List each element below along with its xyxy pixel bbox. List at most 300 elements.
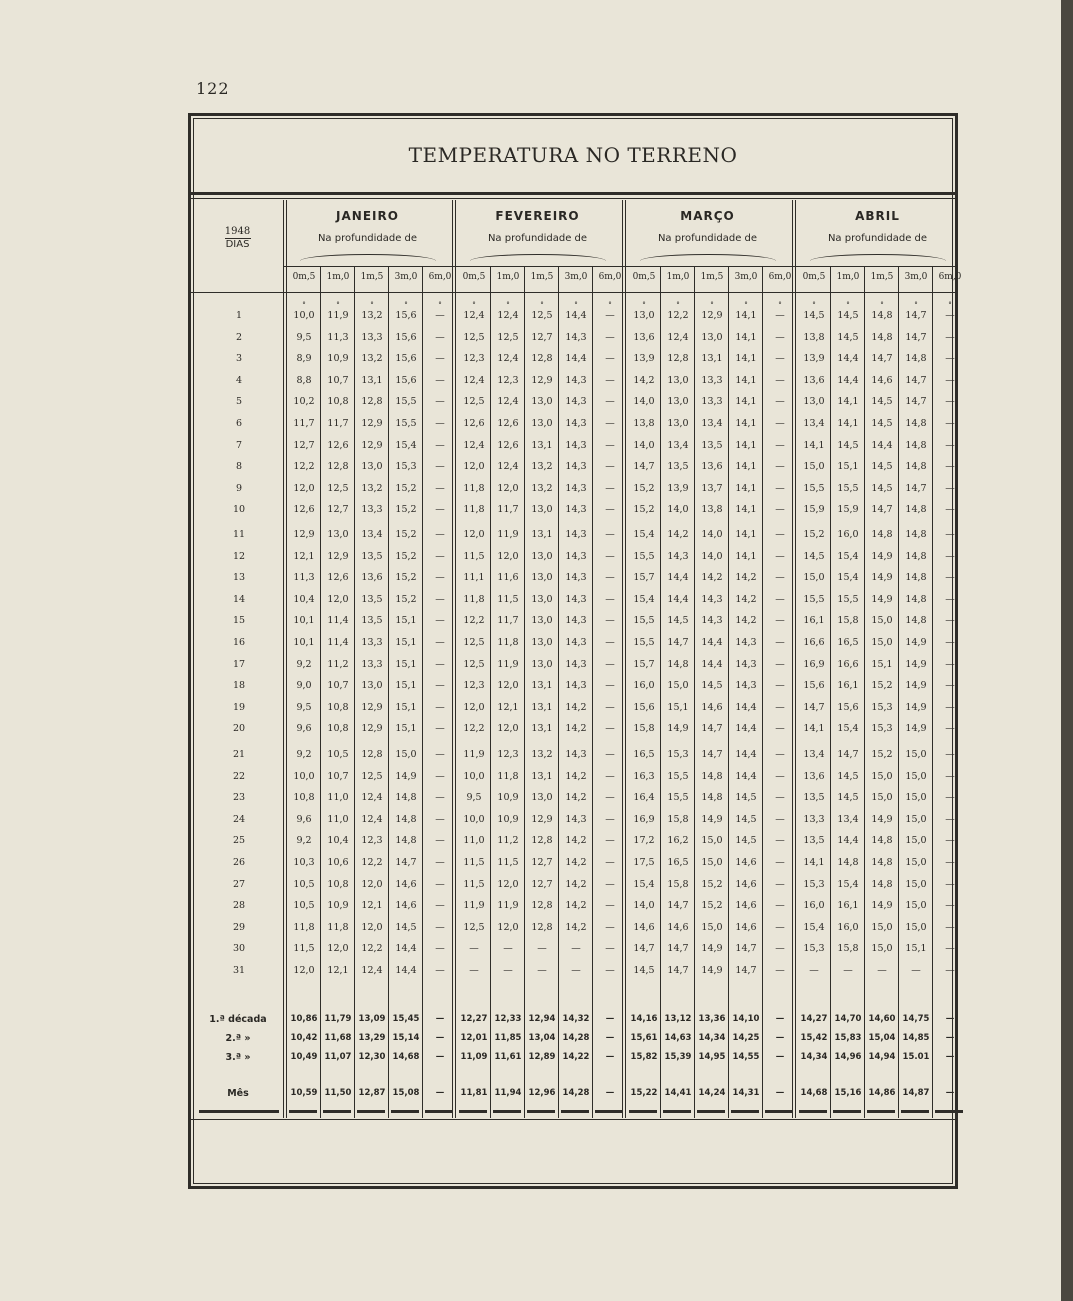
- table-cell: 12,7: [531, 878, 553, 890]
- table-cell: 15,5: [395, 396, 417, 408]
- depth-header: 0m,5: [632, 272, 656, 282]
- table-cell: 12,1: [327, 965, 349, 976]
- table-cell: —: [435, 439, 445, 451]
- table-cell: 14,9: [701, 965, 723, 976]
- table-cell: 13,0: [531, 615, 553, 627]
- table-cell: —: [605, 439, 615, 451]
- degree-mark: °: [608, 301, 612, 309]
- depth-header: 3m,0: [734, 272, 758, 282]
- day-number: 30: [232, 943, 246, 955]
- table-cell: 15,9: [803, 504, 825, 516]
- depth-column-rule: [388, 267, 389, 1118]
- table-cell: 12,0: [463, 529, 485, 540]
- table-cell: 14,3: [565, 572, 587, 584]
- table-cell: —: [945, 482, 955, 494]
- summary-cell: —: [435, 1014, 445, 1024]
- table-cell: 9,2: [296, 658, 312, 670]
- table-cell: 14,4: [837, 374, 859, 386]
- summary-cell: 13,12: [664, 1014, 692, 1024]
- summary-rule: [595, 1110, 623, 1113]
- table-cell: 16,5: [837, 637, 859, 648]
- summary-cell: 14,85: [902, 1033, 930, 1043]
- table-cell: 12,9: [361, 701, 383, 713]
- table-cell: —: [775, 835, 785, 847]
- table-cell: 13,4: [667, 439, 689, 451]
- table-cell: —: [775, 770, 785, 782]
- table-cell: 12,4: [667, 331, 689, 343]
- table-cell: 14,1: [803, 857, 825, 868]
- table-cell: 13,1: [531, 723, 553, 735]
- table-cell: 14,3: [565, 593, 587, 605]
- table-cell: —: [605, 482, 615, 494]
- table-cell: 15,0: [905, 749, 927, 760]
- table-cell: 15,4: [837, 723, 859, 735]
- title-rule: [191, 192, 955, 195]
- table-cell: 12,8: [361, 396, 383, 408]
- table-cell: 12,5: [463, 921, 485, 933]
- table-cell: 16,1: [803, 615, 825, 627]
- table-cell: 14,9: [905, 701, 927, 713]
- table-cell: —: [605, 572, 615, 584]
- table-cell: 13,9: [633, 353, 655, 365]
- table-cell: —: [435, 835, 445, 847]
- table-cell: 14,1: [735, 504, 757, 516]
- summary-cell: 11,79: [324, 1014, 352, 1024]
- table-cell: 14,4: [735, 749, 757, 760]
- table-cell: 15,8: [837, 615, 859, 627]
- table-cell: 9,6: [296, 723, 312, 735]
- table-cell: 14,3: [565, 813, 587, 825]
- table-cell: 12,8: [667, 353, 689, 365]
- table-cell: 13,1: [701, 353, 723, 365]
- table-cell: 9,2: [296, 835, 312, 847]
- table-cell: —: [775, 504, 785, 516]
- table-cell: 12,5: [531, 310, 553, 321]
- month-name-março: MARÇO: [680, 209, 735, 223]
- table-cell: 14,7: [633, 461, 655, 473]
- day-number: 22: [232, 770, 246, 782]
- table-cell: 14,3: [565, 680, 587, 692]
- table-cell: 14,6: [735, 878, 757, 890]
- table-cell: 14,7: [905, 482, 927, 494]
- table-cell: —: [605, 461, 615, 473]
- table-cell: 15,2: [395, 572, 417, 584]
- table-cell: —: [435, 482, 445, 494]
- table-cell: 12,9: [531, 374, 553, 386]
- summary-cell: 14,32: [562, 1014, 590, 1024]
- table-cell: 14,2: [565, 770, 587, 782]
- table-cell: —: [435, 749, 445, 760]
- table-cell: 14,2: [565, 900, 587, 912]
- summary-cell: 14,28: [562, 1033, 590, 1043]
- table-cell: 12,4: [497, 461, 519, 473]
- table-cell: 13,3: [701, 396, 723, 408]
- table-cell: 13,0: [361, 461, 383, 473]
- table-cell: 14,4: [565, 310, 587, 321]
- table-cell: —: [775, 921, 785, 933]
- table-cell: 14,7: [837, 749, 859, 760]
- table-cell: 11,9: [327, 310, 349, 321]
- table-cell: 15,3: [803, 878, 825, 890]
- depth-header: 6m,0: [428, 272, 452, 282]
- table-cell: —: [435, 723, 445, 735]
- table-cell: —: [945, 658, 955, 670]
- table-cell: 13,0: [361, 680, 383, 692]
- table-cell: 13,4: [803, 749, 825, 760]
- table-cell: 15,4: [837, 550, 859, 562]
- table-cell: 14,9: [701, 813, 723, 825]
- table-cell: 11,0: [463, 835, 485, 847]
- table-cell: 13,8: [701, 504, 723, 516]
- table-cell: 14,9: [871, 813, 893, 825]
- table-cell: 14,5: [871, 396, 893, 408]
- table-cell: 16,0: [837, 921, 859, 933]
- table-cell: 14,6: [735, 921, 757, 933]
- table-cell: 14,6: [701, 701, 723, 713]
- table-cell: 14,8: [701, 792, 723, 804]
- table-cell: 15,3: [395, 461, 417, 473]
- table-cell: 12,8: [531, 921, 553, 933]
- day-number: 10: [232, 504, 246, 516]
- table-cell: 12,9: [361, 723, 383, 735]
- month-name-janeiro: JANEIRO: [336, 209, 399, 223]
- table-cell: 15,0: [701, 835, 723, 847]
- table-cell: —: [605, 943, 615, 955]
- table-cell: 12,9: [361, 418, 383, 429]
- summary-cell: 10,49: [290, 1052, 318, 1062]
- table-cell: 15,1: [395, 723, 417, 735]
- summary-cell: 12,30: [358, 1052, 386, 1062]
- table-cell: 11,0: [327, 813, 349, 825]
- summary-cell: —: [775, 1014, 785, 1024]
- table-cell: 14,8: [701, 770, 723, 782]
- table-cell: 13,1: [531, 680, 553, 692]
- table-cell: 15,5: [633, 637, 655, 648]
- summary-cell: 12,27: [460, 1014, 488, 1024]
- day-number: 1: [235, 310, 243, 321]
- table-cell: 15,0: [871, 637, 893, 648]
- depth-header: 3m,0: [904, 272, 928, 282]
- table-cell: 14,2: [565, 792, 587, 804]
- table-cell: —: [435, 461, 445, 473]
- summary-cell: 11,85: [494, 1033, 522, 1043]
- table-cell: 14,2: [735, 572, 757, 584]
- table-cell: —: [537, 965, 547, 976]
- table-cell: 11,9: [497, 900, 519, 912]
- table-cell: —: [469, 943, 479, 955]
- table-cell: —: [605, 835, 615, 847]
- table-cell: 13,5: [803, 835, 825, 847]
- summary-cell: —: [605, 1088, 615, 1098]
- summary-cell: 10,42: [290, 1033, 318, 1043]
- table-cell: 14,1: [735, 439, 757, 451]
- table-cell: —: [945, 770, 955, 782]
- table-cell: —: [605, 701, 615, 713]
- depth-column-rule: [728, 267, 729, 1118]
- table-cell: 13,0: [803, 396, 825, 408]
- table-cell: 11,5: [497, 857, 519, 868]
- table-cell: —: [605, 637, 615, 648]
- table-cell: 12,9: [361, 439, 383, 451]
- table-cell: —: [435, 900, 445, 912]
- table-cell: 10,0: [463, 770, 485, 782]
- table-cell: 12,2: [361, 943, 383, 955]
- table-cell: 14,1: [803, 439, 825, 451]
- table-cell: 11,5: [497, 593, 519, 605]
- table-cell: 14,3: [565, 482, 587, 494]
- table-cell: 12,0: [497, 482, 519, 494]
- summary-rule: [833, 1110, 861, 1113]
- table-cell: 16,0: [633, 680, 655, 692]
- table-cell: —: [435, 504, 445, 516]
- table-cell: 14,4: [837, 353, 859, 365]
- table-cell: 14,5: [803, 550, 825, 562]
- day-number: 31: [232, 965, 246, 976]
- table-cell: 10,0: [463, 813, 485, 825]
- table-cell: —: [945, 461, 955, 473]
- table-cell: —: [605, 921, 615, 933]
- table-cell: 12,2: [463, 723, 485, 735]
- table-cell: 14,2: [565, 835, 587, 847]
- summary-cell: —: [435, 1052, 445, 1062]
- summary-label: 3.ª »: [225, 1052, 251, 1063]
- table-cell: 8,9: [296, 353, 312, 365]
- table-cell: —: [945, 900, 955, 912]
- table-cell: 15,3: [871, 701, 893, 713]
- table-cell: 13,1: [531, 701, 553, 713]
- table-cell: 16,6: [837, 658, 859, 670]
- header-bottom-rule: [191, 292, 955, 293]
- table-cell: 15,0: [667, 680, 689, 692]
- summary-rule: [901, 1110, 929, 1113]
- table-cell: 12,3: [361, 835, 383, 847]
- table-cell: 13,9: [667, 482, 689, 494]
- table-cell: 15,8: [667, 813, 689, 825]
- table-cell: 12,7: [531, 331, 553, 343]
- table-cell: 12,5: [327, 482, 349, 494]
- summary-cell: —: [945, 1014, 955, 1024]
- table-cell: 14,1: [735, 418, 757, 429]
- degree-mark: °: [404, 301, 408, 309]
- depth-column-rule: [592, 267, 593, 1118]
- depth-column-rule: [320, 267, 321, 1118]
- table-cell: 14,9: [701, 943, 723, 955]
- summary-cell: 14,28: [562, 1088, 590, 1098]
- day-number: 2: [235, 331, 243, 343]
- table-cell: 15,1: [905, 943, 927, 955]
- table-cell: 13,2: [361, 353, 383, 365]
- table-cell: 14,3: [565, 418, 587, 429]
- table-cell: 13,0: [667, 396, 689, 408]
- table-cell: 11,8: [463, 504, 485, 516]
- table-cell: 14,4: [735, 701, 757, 713]
- summary-cell: 15.01: [902, 1052, 930, 1062]
- summary-cell: 15,83: [834, 1033, 862, 1043]
- table-cell: 14,2: [735, 615, 757, 627]
- table-cell: —: [605, 749, 615, 760]
- table-cell: 15,3: [667, 749, 689, 760]
- table-cell: 14,7: [667, 637, 689, 648]
- summary-rule: [663, 1110, 691, 1113]
- table-cell: 14,7: [735, 943, 757, 955]
- summary-cell: 15,04: [868, 1033, 896, 1043]
- depth-column-rule: [898, 267, 899, 1118]
- summary-rule: [765, 1110, 793, 1113]
- table-cell: —: [435, 374, 445, 386]
- table-cell: 14,7: [735, 965, 757, 976]
- table-cell: 14,7: [701, 723, 723, 735]
- summary-cell: 14,95: [698, 1052, 726, 1062]
- summary-cell: 10,59: [290, 1088, 318, 1098]
- table-cell: 14,8: [905, 353, 927, 365]
- table-cell: 15,2: [871, 680, 893, 692]
- table-cell: 14,4: [701, 637, 723, 648]
- table-cell: 15,8: [837, 943, 859, 955]
- table-cell: 12,5: [463, 658, 485, 670]
- month-name-abril: ABRIL: [855, 209, 900, 223]
- table-cell: 14,7: [871, 353, 893, 365]
- table-cell: 14,3: [701, 593, 723, 605]
- table-cell: —: [435, 813, 445, 825]
- summary-cell: 11,09: [460, 1052, 488, 1062]
- table-cell: 12,2: [293, 461, 315, 473]
- day-number: 14: [232, 593, 246, 605]
- table-cell: 11,3: [327, 331, 349, 343]
- table-cell: —: [775, 965, 785, 976]
- table-cell: 15,4: [633, 878, 655, 890]
- depth-column-rule: [694, 267, 695, 1118]
- table-cell: 15,6: [395, 374, 417, 386]
- summary-cell: 14,87: [902, 1088, 930, 1098]
- table-cell: 14,3: [565, 658, 587, 670]
- summary-cell: 11,81: [460, 1088, 488, 1098]
- summary-cell: 14,68: [800, 1088, 828, 1098]
- table-cell: 14,8: [871, 529, 893, 540]
- table-cell: —: [435, 658, 445, 670]
- table-cell: 14,1: [735, 461, 757, 473]
- table-cell: 15,9: [837, 504, 859, 516]
- depth-subtitle: Na profundidade de: [487, 233, 588, 244]
- table-cell: 10,4: [293, 593, 315, 605]
- summary-cell: 14,96: [834, 1052, 862, 1062]
- table-cell: 15,2: [803, 529, 825, 540]
- table-cell: 12,1: [361, 900, 383, 912]
- table-cell: 9,5: [296, 331, 312, 343]
- day-number: 29: [232, 921, 246, 933]
- table-cell: —: [775, 529, 785, 540]
- table-cell: 10,7: [327, 374, 349, 386]
- table-cell: 14,5: [837, 770, 859, 782]
- table-cell: 12,1: [497, 701, 519, 713]
- table-cell: 13,3: [361, 504, 383, 516]
- table-cell: —: [945, 504, 955, 516]
- table-cell: 13,1: [531, 529, 553, 540]
- table-cell: 10,9: [497, 813, 519, 825]
- table-cell: 14,3: [565, 615, 587, 627]
- table-cell: 15,2: [395, 482, 417, 494]
- degree-mark: °: [710, 301, 714, 309]
- depth-header: 0m,5: [292, 272, 316, 282]
- table-cell: 12,9: [327, 550, 349, 562]
- table-cell: 11,2: [497, 835, 519, 847]
- table-cell: 14,0: [633, 396, 655, 408]
- day-number: 18: [232, 680, 246, 692]
- table-cell: 13,2: [361, 482, 383, 494]
- month-name-fevereiro: FEVEREIRO: [495, 209, 580, 223]
- table-cell: 14,1: [735, 550, 757, 562]
- table-cell: —: [435, 418, 445, 429]
- table-cell: 12,4: [497, 396, 519, 408]
- table-cell: 15,4: [395, 439, 417, 451]
- summary-cell: 14,25: [732, 1033, 760, 1043]
- depth-brace: [810, 254, 946, 261]
- table-cell: —: [435, 770, 445, 782]
- table-cell: 15,0: [871, 770, 893, 782]
- day-number: 17: [232, 658, 246, 670]
- table-cell: 14,1: [803, 723, 825, 735]
- table-cell: 10,8: [327, 878, 349, 890]
- depth-brace: [300, 254, 436, 261]
- table-cell: 10,0: [293, 770, 315, 782]
- table-cell: —: [605, 353, 615, 365]
- table-cell: —: [435, 701, 445, 713]
- table-cell: —: [945, 593, 955, 605]
- table-cell: 14,3: [565, 749, 587, 760]
- table-cell: 14,6: [667, 921, 689, 933]
- summary-cell: —: [775, 1033, 785, 1043]
- table-cell: 15,0: [905, 878, 927, 890]
- table-cell: —: [945, 396, 955, 408]
- table-cell: —: [945, 792, 955, 804]
- table-cell: 14,8: [905, 461, 927, 473]
- day-number: 16: [232, 637, 246, 648]
- table-cell: 11,9: [497, 658, 519, 670]
- summary-cell: 14,68: [392, 1052, 420, 1062]
- year-label: 1948: [224, 226, 251, 237]
- summary-cell: —: [775, 1052, 785, 1062]
- table-cell: 14,3: [565, 331, 587, 343]
- table-cell: 12,9: [701, 310, 723, 321]
- table-cell: 13,0: [667, 418, 689, 429]
- table-cell: —: [775, 813, 785, 825]
- table-cell: 15,1: [837, 461, 859, 473]
- table-cell: 14,8: [871, 835, 893, 847]
- table-cell: 11,8: [463, 482, 485, 494]
- table-cell: 12,2: [667, 310, 689, 321]
- depth-header: 1m,0: [666, 272, 690, 282]
- table-cell: —: [775, 701, 785, 713]
- table-cell: 15,4: [837, 878, 859, 890]
- table-cell: 15,2: [701, 878, 723, 890]
- table-cell: —: [605, 900, 615, 912]
- depth-header: 6m,0: [768, 272, 792, 282]
- table-cell: 11,4: [327, 615, 349, 627]
- table-cell: —: [605, 770, 615, 782]
- depth-column-rule: [558, 267, 559, 1118]
- degree-mark: °: [506, 301, 510, 309]
- table-cell: —: [775, 593, 785, 605]
- table-cell: 16,9: [633, 813, 655, 825]
- table-cell: 15,2: [633, 504, 655, 516]
- depth-header: 1m,5: [870, 272, 894, 282]
- table-cell: 14,8: [871, 331, 893, 343]
- table-cell: —: [435, 331, 445, 343]
- table-cell: 11,1: [463, 572, 485, 584]
- day-number: 20: [232, 723, 246, 735]
- table-cell: 15,6: [803, 680, 825, 692]
- table-cell: 10,6: [327, 857, 349, 868]
- day-number: 3: [235, 353, 243, 365]
